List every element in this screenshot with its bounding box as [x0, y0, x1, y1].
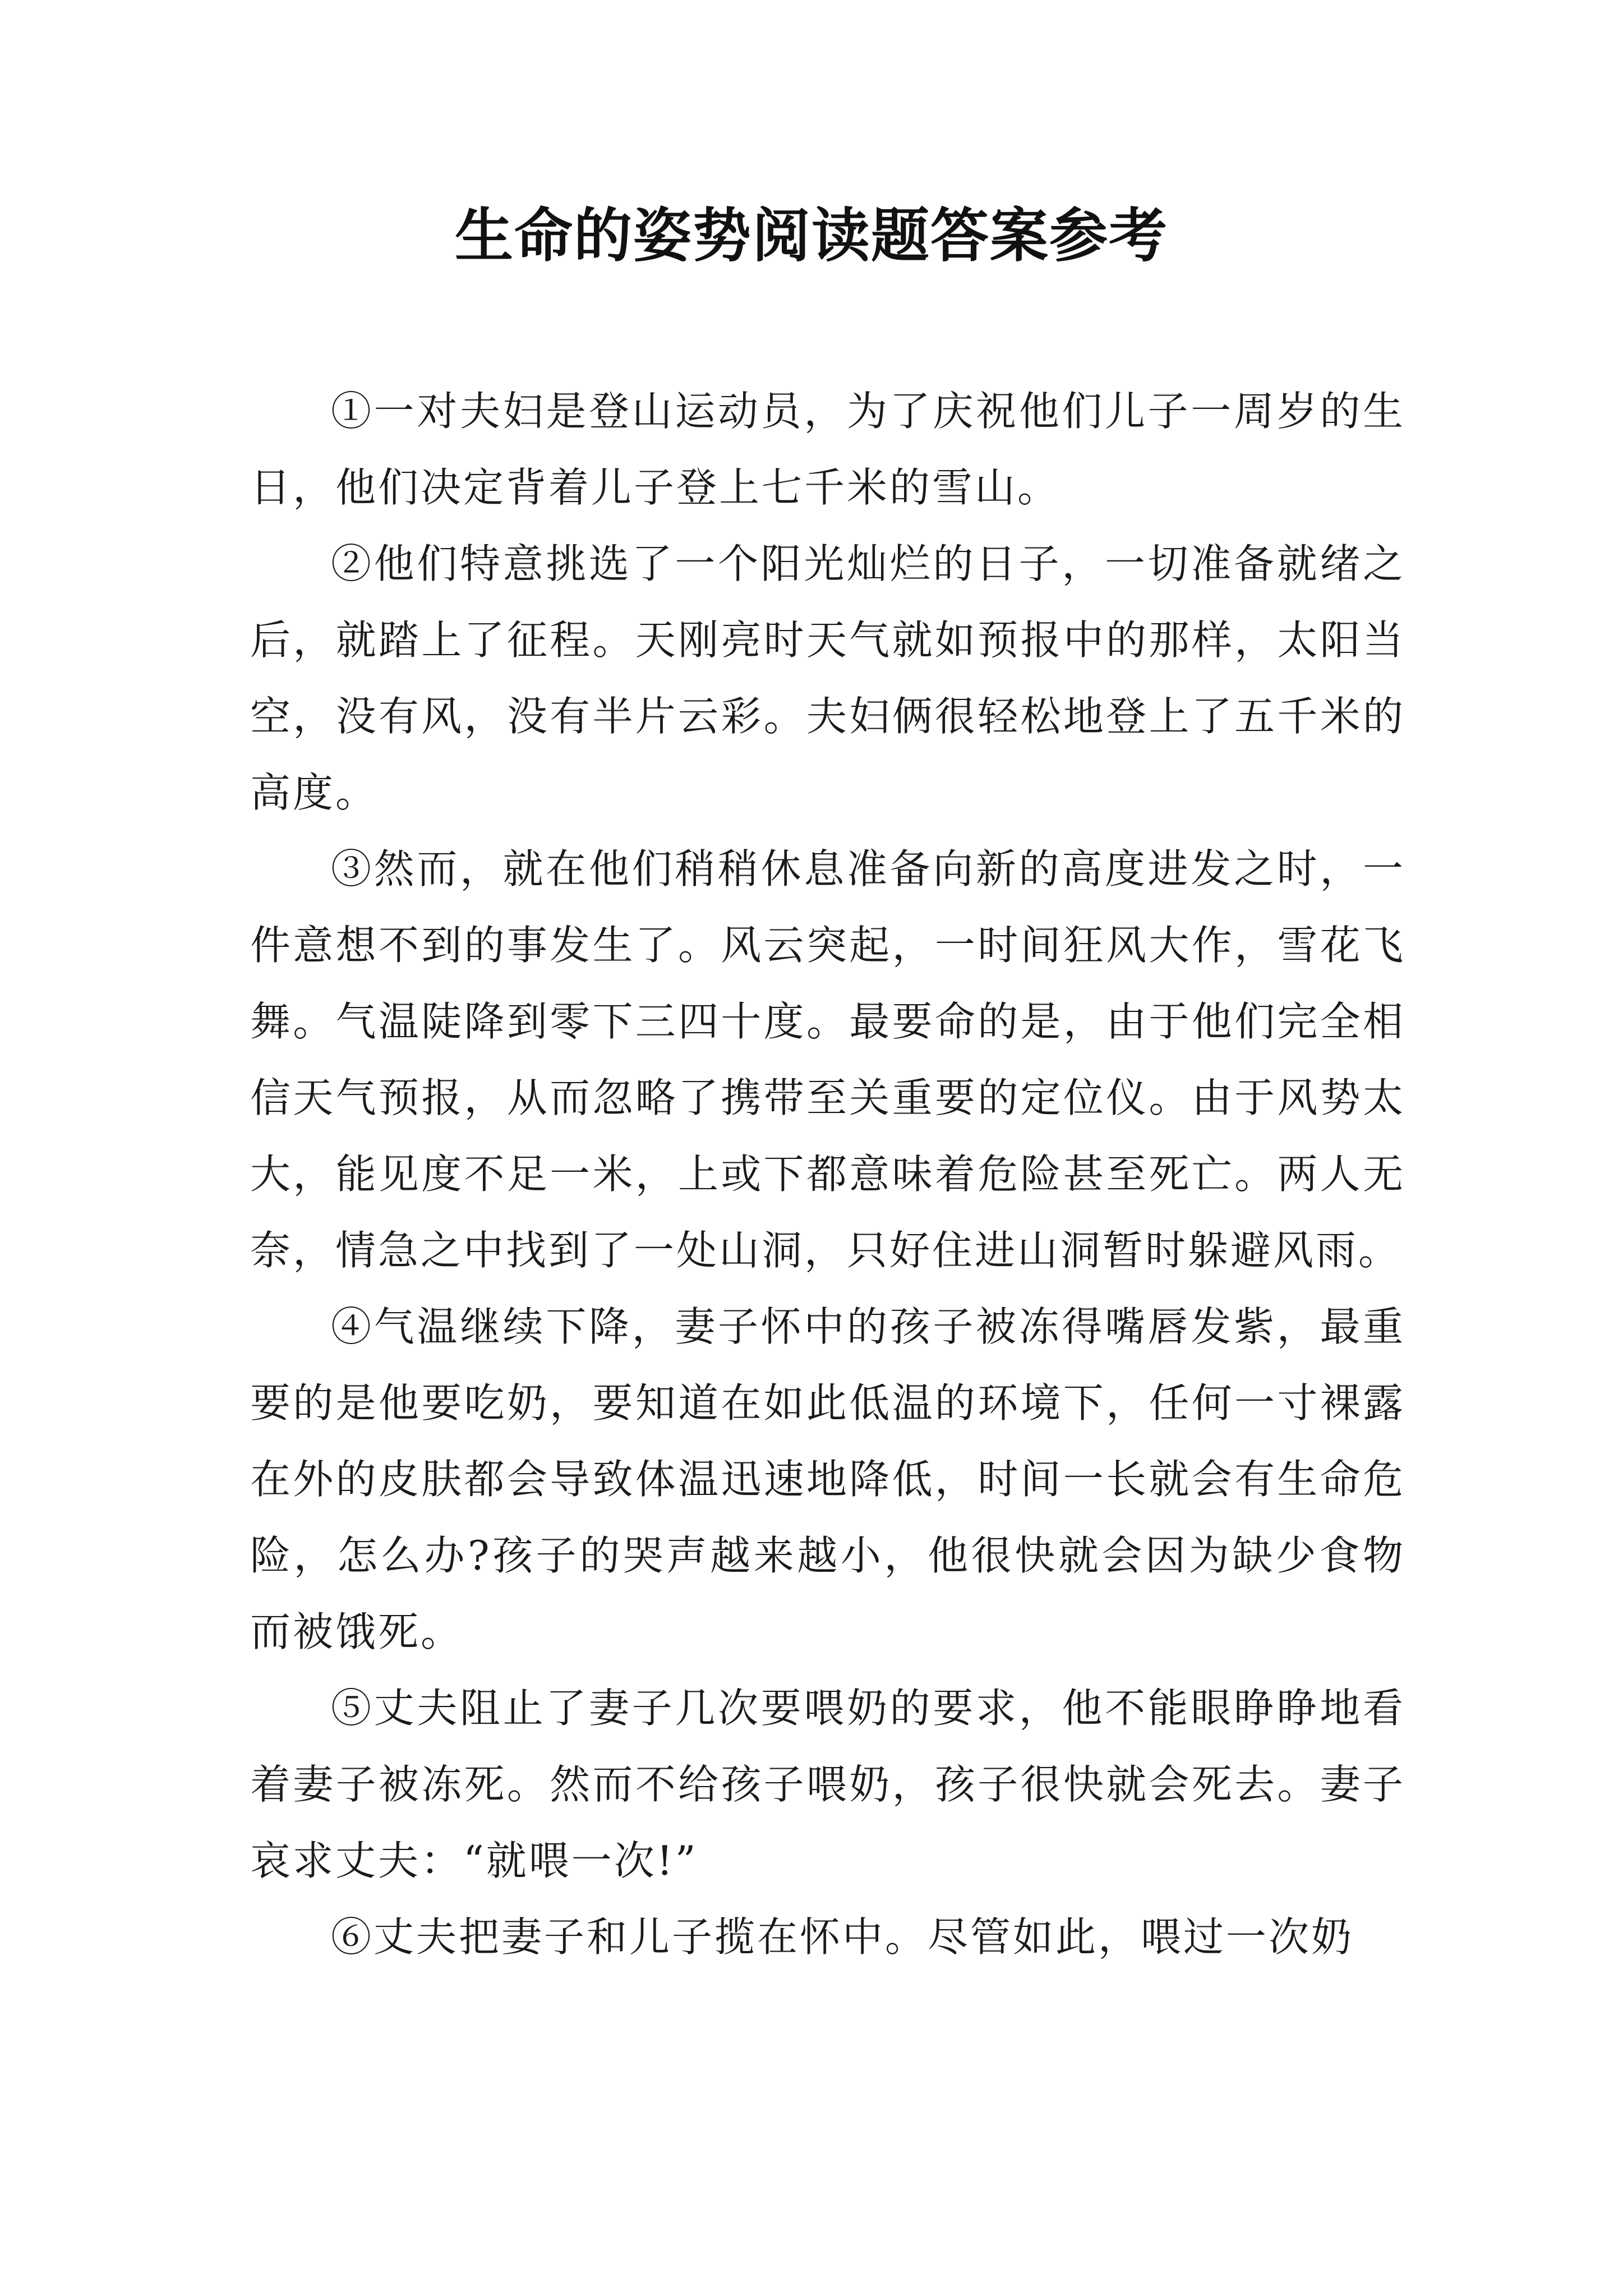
document-body	[250, 373, 1405, 1975]
paragraph-3: ③然而，就在他们稍稍休息准备向新的高度进发之时，一件意想不到的事发生了。风云突起，一时间狂风大作，雪花飞舞。气温陡降到零下三四十度。最要命的是，由于他们完全相信天气预报，从而忽略了携带至关重要的定位仪。由于风势太大，能见度不足一米，上或下都意味着危险甚至死亡。两人无奈，情急之中找到了一处山洞，只好住进山洞暂时躲避风雨。	[250, 845, 1405, 1274]
paragraph-5: ⑤丈夫阻止了妻子几次要喂奶的要求，他不能眼睁睁地看着妻子被冻死。然而不给孩子喂奶，孩子很快就会死去。妻子哀求丈夫：“就喂一次!”	[250, 1685, 1405, 1884]
document-title: 生命的姿势阅读题答案参考	[454, 201, 1168, 270]
paragraph-2: ②他们特意挑选了一个阳光灿烂的日子，一切准备就绪之后，就踏上了征程。天刚亮时天气就如预报中的那样，太阳当空，没有风，没有半片云彩。夫妇俩很轻松地登上了五千米的高度。	[250, 540, 1405, 816]
paragraph-6: ⑥丈夫把妻子和儿子揽在怀中。尽管如此，喂过一次奶	[331, 1913, 1354, 1961]
paragraph-4: ④气温继续下降，妻子怀中的孩子被冻得嘴唇发紫，最重要的是他要吃奶，要知道在如此低温的环境下，任何一寸裸露在外的皮肤都会导致体温迅速地降低，时间一长就会有生命危险，怎么办?孩子的哭声越来越小，他很快就会因为缺少食物而被饿死。	[250, 1303, 1405, 1655]
paragraph-1: ①一对夫妇是登山运动员，为了庆祝他们儿子一周岁的生日，他们决定背着儿子登上七千米的雪山。	[250, 388, 1405, 511]
